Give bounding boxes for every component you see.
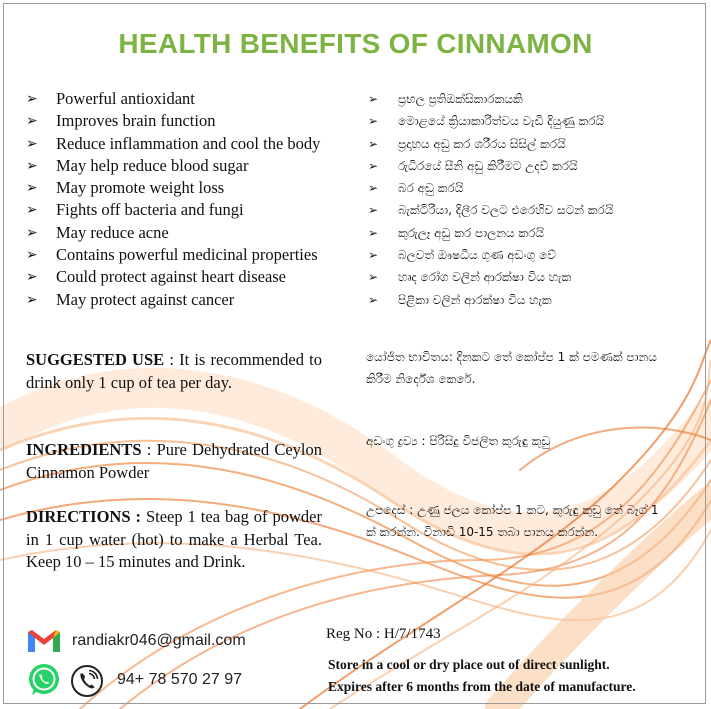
- list-item: ➢ පිළිකා වලින් ආරක්ෂා විය හැක: [368, 289, 613, 311]
- suggested-use-section: [26, 349, 322, 394]
- bullet-arrow-icon: ➢: [26, 224, 38, 241]
- email-address[interactable]: randiakr046@gmail.com: [72, 632, 246, 649]
- list-item: ➢ බර අඩු කරයි: [368, 177, 613, 199]
- phone-icon: [70, 664, 104, 698]
- list-item: ➢ මොළයේ ක්‍රියාකාරිත්වය වැඩි දියුණු කරයි: [368, 110, 613, 132]
- list-item: ➢ May protect against cancer: [26, 289, 320, 311]
- bullet-arrow-icon: ➢: [26, 135, 38, 152]
- list-item: ➢ හෘද රෝග වලින් ආරක්ෂා විය හැක: [368, 266, 613, 288]
- list-item: ➢ Powerful antioxidant: [26, 88, 320, 110]
- bullet-arrow-icon: ➢: [26, 247, 38, 264]
- suggested-use-label: SUGGESTED USE: [26, 350, 165, 369]
- bullet-arrow-icon: ➢: [368, 225, 379, 240]
- list-item: ➢ Could protect against heart disease: [26, 266, 320, 288]
- list-item: ➢ ප්‍රදාහය අඩු කර ශරීරය සිසිල් කරයි: [368, 133, 613, 155]
- page-title: HEALTH BENEFITS OF CINNAMON: [118, 28, 593, 59]
- storage-info: [328, 654, 636, 698]
- list-item: ➢ බලවත් ඖෂධීය ගුණ අඩංගු වේ: [368, 244, 613, 266]
- list-item: ➢ Reduce inflammation and cool the body: [26, 133, 320, 155]
- bullet-arrow-icon: ➢: [368, 270, 379, 285]
- list-item: ➢ ප්‍රභල ප්‍රතිඔක්සිකාරකයකි: [368, 88, 613, 110]
- list-item: ➢ Improves brain function: [26, 110, 320, 132]
- list-item: ➢ May help reduce blood sugar: [26, 155, 320, 177]
- bullet-arrow-icon: ➢: [26, 113, 38, 130]
- bullet-arrow-icon: ➢: [368, 136, 379, 151]
- bullet-arrow-icon: ➢: [368, 158, 379, 173]
- ingredients-text: : Pure Dehydrated Ceylon Cinnamon Powder: [26, 440, 322, 482]
- list-item: ➢ May promote weight loss: [26, 177, 320, 199]
- directions-section: [26, 506, 322, 574]
- gmail-icon: [26, 626, 62, 654]
- directions-text: Steep 1 tea bag of powder in 1 cup water (hot) to make a Herbal Tea. Keep 10 – 15 minutes and Drink.: [26, 507, 322, 571]
- bullet-arrow-icon: ➢: [26, 157, 38, 174]
- bullet-arrow-icon: ➢: [26, 180, 38, 197]
- whatsapp-icon: [26, 662, 62, 698]
- bullet-arrow-icon: ➢: [368, 114, 379, 129]
- bullet-arrow-icon: ➢: [368, 203, 379, 218]
- registration-number: Reg No : H/7/1743: [326, 626, 441, 642]
- suggested-use-sinhala: යෝජිත භාවිතය: දිනකට තේ කෝප්ප 1 ක් පමණක් පානය කිරීම නිර්දේශ කෙරේ.: [366, 350, 657, 386]
- storage-instructions: Store in a cool or dry place out of direct sunlight.: [328, 657, 610, 672]
- list-item: ➢ බැක්ටීරියා, දිලීර වලට එරෙහිව සටන් කරයි: [368, 199, 613, 221]
- benefits-list-english: [26, 88, 320, 311]
- bullet-arrow-icon: ➢: [26, 202, 38, 219]
- ingredients-sinhala: අඩංගු ද්‍රව්‍ය : පිරිසිදු විජලිත කුරුඳු කුඩු: [366, 434, 551, 448]
- directions-label: DIRECTIONS :: [26, 507, 141, 526]
- list-item: ➢ Fights off bacteria and fungi: [26, 199, 320, 221]
- suggested-use-text: : It is recommended to drink only 1 cup of tea per day.: [26, 350, 323, 392]
- bullet-arrow-icon: ➢: [26, 269, 38, 286]
- ingredients-label: INGREDIENTS: [26, 440, 142, 459]
- bullet-arrow-icon: ➢: [368, 181, 379, 196]
- expiry-info: Expires after 6 months from the date of manufacture.: [328, 679, 636, 694]
- benefits-list-sinhala: [368, 88, 613, 311]
- bullet-arrow-icon: ➢: [26, 91, 38, 107]
- phone-number[interactable]: 94+ 78 570 27 97: [117, 671, 243, 688]
- bullet-arrow-icon: ➢: [368, 292, 379, 307]
- directions-sinhala: උපදෙස් : උණු ජලය කෝප්ප 1 කට, කුරුඳු කුඩු තේ බෑග් 1 ක් කරන්න. විනාඩි 10-15 තබා පානය කරන්න.: [366, 503, 659, 539]
- list-item: ➢ Contains powerful medicinal properties: [26, 244, 320, 266]
- bullet-arrow-icon: ➢: [368, 248, 379, 263]
- ingredients-section: [26, 439, 322, 484]
- list-item: ➢ කුරුලෑ අඩු කර පාලනය කරයි: [368, 222, 613, 244]
- list-item: ➢ රුධිරයේ සීනි අඩු කිරීමට උදව් කරයි: [368, 155, 613, 177]
- list-item: ➢ May reduce acne: [26, 222, 320, 244]
- bullet-arrow-icon: ➢: [368, 92, 379, 106]
- bullet-arrow-icon: ➢: [26, 291, 38, 308]
